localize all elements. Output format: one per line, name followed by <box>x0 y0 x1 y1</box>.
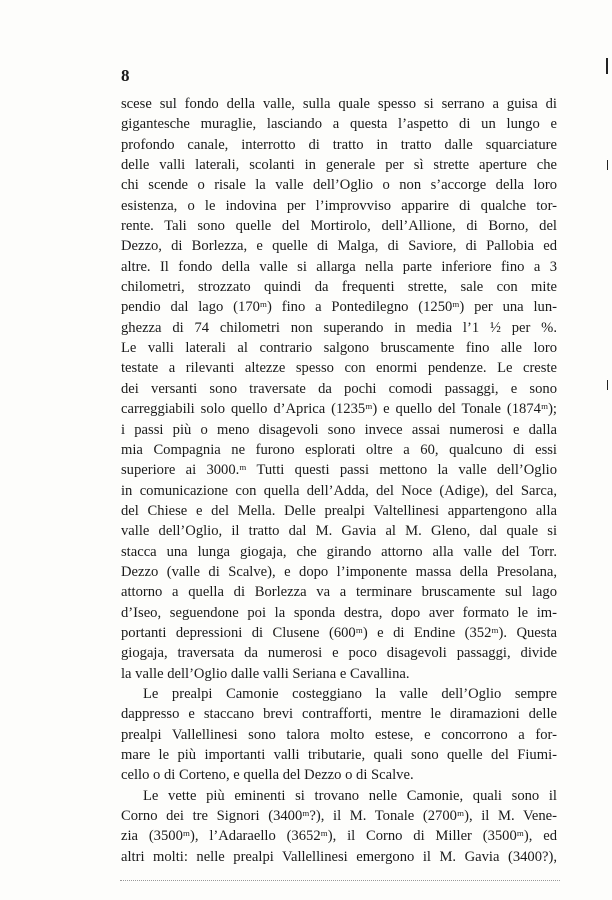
text-line: chi scende o risale la valle dell’Oglio o non s’accorge della loro <box>121 177 557 194</box>
text-line: Le vette più eminenti si trovano nelle Camonie, quali sono il <box>143 787 557 804</box>
text-line: mare le più importanti valli tributarie, quali sono quelle del Fiumi- <box>121 747 557 763</box>
text-line: valle dell’Oglio, il tratto dal M. Gavia al M. Gleno, dal quale si <box>121 523 557 540</box>
text-line: pendio dal lago (170ᵐ) fino a Pontedilegno (1250ᵐ) per una lun- <box>121 299 557 316</box>
text-line: la valle dell’Oglio dalle valli Seriana e Cavallina. <box>121 665 410 682</box>
text-line: Le prealpi Camonie costeggiano la valle dell’Oglio sempre <box>143 685 557 702</box>
text-line: prealpi Vallellinesi sono talora molto estese, e concorrono a for- <box>121 726 557 743</box>
text-line: d’Iseo, seguendone poi la sponda destra, dopo aver formato le im- <box>121 604 557 621</box>
text-line: cello o di Corteno, e quella del Dezzo o di Scalve. <box>121 767 414 784</box>
text-line: Dezzo (valle di Scalve), e dopo l’imponente massa della Presolana, <box>121 563 557 580</box>
text-line: chilometri, strozzato quindi da frequenti strette, sale con mite <box>121 279 557 296</box>
text-line: giogaja, traversata da numerosi e poco disagevoli passaggi, divide <box>121 645 557 662</box>
text-line: delle valli laterali, scolanti in generale per sì strette aperture che <box>121 157 557 174</box>
text-line: in comunicazione con quella dell’Adda, del Noce (Adige), del Sarca, <box>121 482 557 499</box>
text-line: ghezza di 74 chilometri non superando in media l’1 ½ per %. <box>121 319 557 336</box>
text-line: Le valli laterali al contrario salgono bruscamente fino alle loro <box>121 340 557 357</box>
text-line: i passi più o meno disagevoli sono invece assai numerosi e dalla <box>121 421 557 438</box>
text-line: dappresso e staccano brevi contrafforti, mentre le diramazioni delle <box>121 706 557 723</box>
text-line: attorno a quella di Borlezza va a terminare bruscamente sul lago <box>121 584 557 601</box>
right-edge-mark <box>607 160 608 170</box>
text-line: carreggiabili solo quello d’Aprica (1235ᵐ) e quello del Tonale (1874ᵐ); <box>121 401 557 418</box>
text-line: superiore ai 3000.ᵐ Tutti questi passi mettono la valle dell’Oglio <box>121 462 557 479</box>
text-line: portanti depressioni di Clusene (600ᵐ) e di Endine (352ᵐ). Questa <box>121 624 557 641</box>
text-line: esistenza, o le indovina per l’improvviso apparire di qualche tor- <box>121 197 557 214</box>
text-line: zia (3500ᵐ), l’Adaraello (3652ᵐ), il Corno di Miller (3500ᵐ), ed <box>121 828 557 845</box>
text-line: altri molti: nelle prealpi Vallellinesi emergono il M. Gavia (3400?), <box>121 848 557 865</box>
text-line: rente. Tali sono quelle del Mortirolo, dell’Allione, di Borno, del <box>121 218 557 235</box>
body-text <box>121 94 557 867</box>
text-line: stacca una lunga giogaja, che girando attorno alla valle del Torr. <box>121 543 557 560</box>
text-line: Dezzo, di Borlezza, e quelle di Malga, di Saviore, di Pallobia ed <box>121 238 557 255</box>
text-line: dei versanti sono traversate da pochi comodi passaggi, e sono <box>121 380 557 397</box>
text-line: altre. Il fondo della valle si allarga nella parte inferiore fino a 3 <box>121 258 557 275</box>
text-line: mia Compagnia ne furono esplorati oltre a 60, qualcuno di essi <box>121 441 557 458</box>
text-line: testate a rilevanti altezze spesso con enormi pendenze. Le creste <box>121 360 557 377</box>
bottom-rule <box>120 880 560 882</box>
page-number: 8 <box>121 66 130 85</box>
text-line: gigantesche muraglie, lasciando a questa l’aspetto di un lungo e <box>121 116 557 133</box>
text-line: Corno dei tre Signori (3400ᵐ?), il M. Tonale (2700ᵐ), il M. Vene- <box>121 808 557 825</box>
text-line: del Chiese e del Mella. Delle prealpi Valtellinesi appartengono alla <box>121 502 557 519</box>
text-line: scese sul fondo della valle, sulla quale spesso si serrano a guisa di <box>121 96 557 112</box>
right-edge-mark <box>606 58 608 74</box>
right-edge-mark <box>607 380 608 390</box>
text-line: profondo canale, interrotto di tratto in tratto dalle squarciature <box>121 136 557 153</box>
